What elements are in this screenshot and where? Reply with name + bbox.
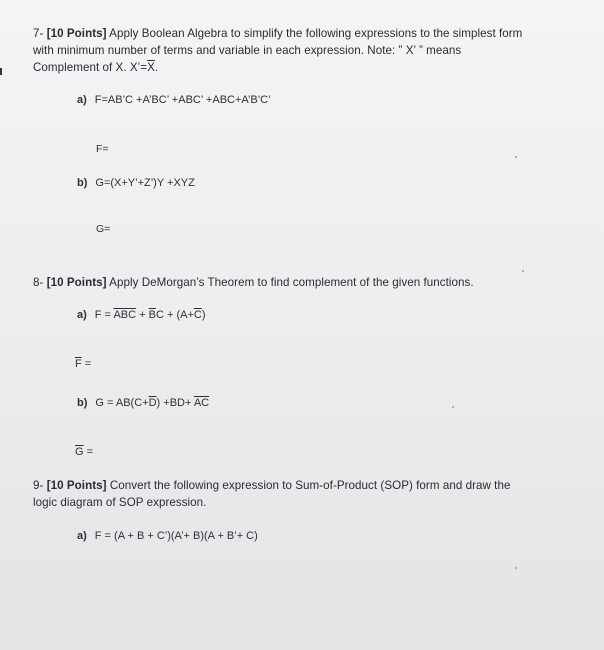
- margin-mark: [0, 68, 2, 75]
- q7-b-label: b): [77, 177, 88, 189]
- speck: [515, 567, 517, 569]
- q8-a-plus2: + (A+: [163, 309, 194, 321]
- q8-a-answer: [75, 358, 91, 370]
- q7-b-answer: G=: [96, 223, 111, 235]
- speck: [452, 406, 454, 408]
- q8-a-f-bar: $\overline{F}$: [75, 358, 82, 370]
- q7-b-expression: G=(X+Y’+Z’)Y +XYZ: [95, 177, 195, 189]
- q7-line2: with minimum number of terms and variable in each expression. Note: ” X’ ” means: [33, 44, 462, 57]
- q7-line3-text: Complement of X. X’=: [33, 61, 148, 74]
- q9-points: [10 Points]: [46, 479, 107, 492]
- speck: [522, 270, 524, 272]
- q7-a-expression: F=AB’C +A’BC’ +ABC’ +ABC+A’B’C’: [94, 94, 271, 106]
- q8-points: [10 Points]: [46, 276, 107, 289]
- q8-a-c: C: [155, 309, 164, 321]
- q8-a-pre: F =: [94, 309, 114, 321]
- q8-b-ac-bar: $\overline{AC}$: [193, 397, 210, 409]
- q8-part-a: [77, 309, 206, 321]
- q8-a-answer-eq: =: [81, 358, 92, 370]
- q8-b-g-bar: $\overline{G}$: [75, 446, 84, 458]
- q7-x-bar: $\overline{X}$: [147, 61, 155, 74]
- q8-a-label: a): [77, 309, 87, 321]
- q8-b-answer-eq: =: [83, 446, 94, 458]
- q8-a-b-bar: $\overline{B}$: [148, 309, 156, 321]
- q7-part-b: [77, 177, 195, 189]
- q9-a-label: a): [77, 530, 87, 542]
- q8-a-abc-bar: $\overline{ABC}$: [113, 309, 137, 321]
- q8-b-mid: ) +BD+: [156, 397, 194, 409]
- q7-line1: [33, 26, 522, 41]
- q7-line3: [33, 60, 158, 75]
- q7-line3-end: .: [154, 61, 159, 74]
- q8-b-pre: G = AB(C+: [95, 397, 149, 409]
- speck: [515, 156, 517, 158]
- q7-points: [10 Points]: [46, 27, 107, 40]
- q7-number: 7-: [33, 27, 44, 40]
- q9-line1: [33, 478, 510, 493]
- q8-line1: [33, 275, 474, 290]
- q8-part-b: [77, 397, 209, 409]
- q7-a-answer: F=: [96, 143, 109, 155]
- q8-b-label: b): [77, 397, 88, 409]
- q9-line2: logic diagram of SOP expression.: [33, 496, 207, 509]
- q8-b-answer: [75, 446, 93, 458]
- q9-part-a: [77, 530, 258, 542]
- q9-line1-text: Convert the following expression to Sum-of-Product (SOP) form and draw the: [109, 479, 511, 492]
- q8-a-close: ): [201, 309, 206, 321]
- q8-b-d-bar: $\overline{D}$: [148, 397, 157, 409]
- q8-number: 8-: [33, 276, 44, 289]
- q7-part-a: [77, 94, 271, 106]
- q9-a-expression: F = (A + B + C’)(A’+ B)(A + B’+ C): [94, 530, 258, 542]
- q8-a-plus1: +: [136, 309, 149, 321]
- q9-number: 9-: [33, 479, 44, 492]
- q7-line1-text: Apply Boolean Algebra to simplify the following expressions to the simplest form: [109, 27, 523, 40]
- q8-text: Apply DeMorgan’s Theorem to find complement of the given functions.: [109, 276, 474, 289]
- q8-a-c-bar: $\overline{C}$: [193, 309, 202, 321]
- q7-a-label: a): [77, 94, 87, 106]
